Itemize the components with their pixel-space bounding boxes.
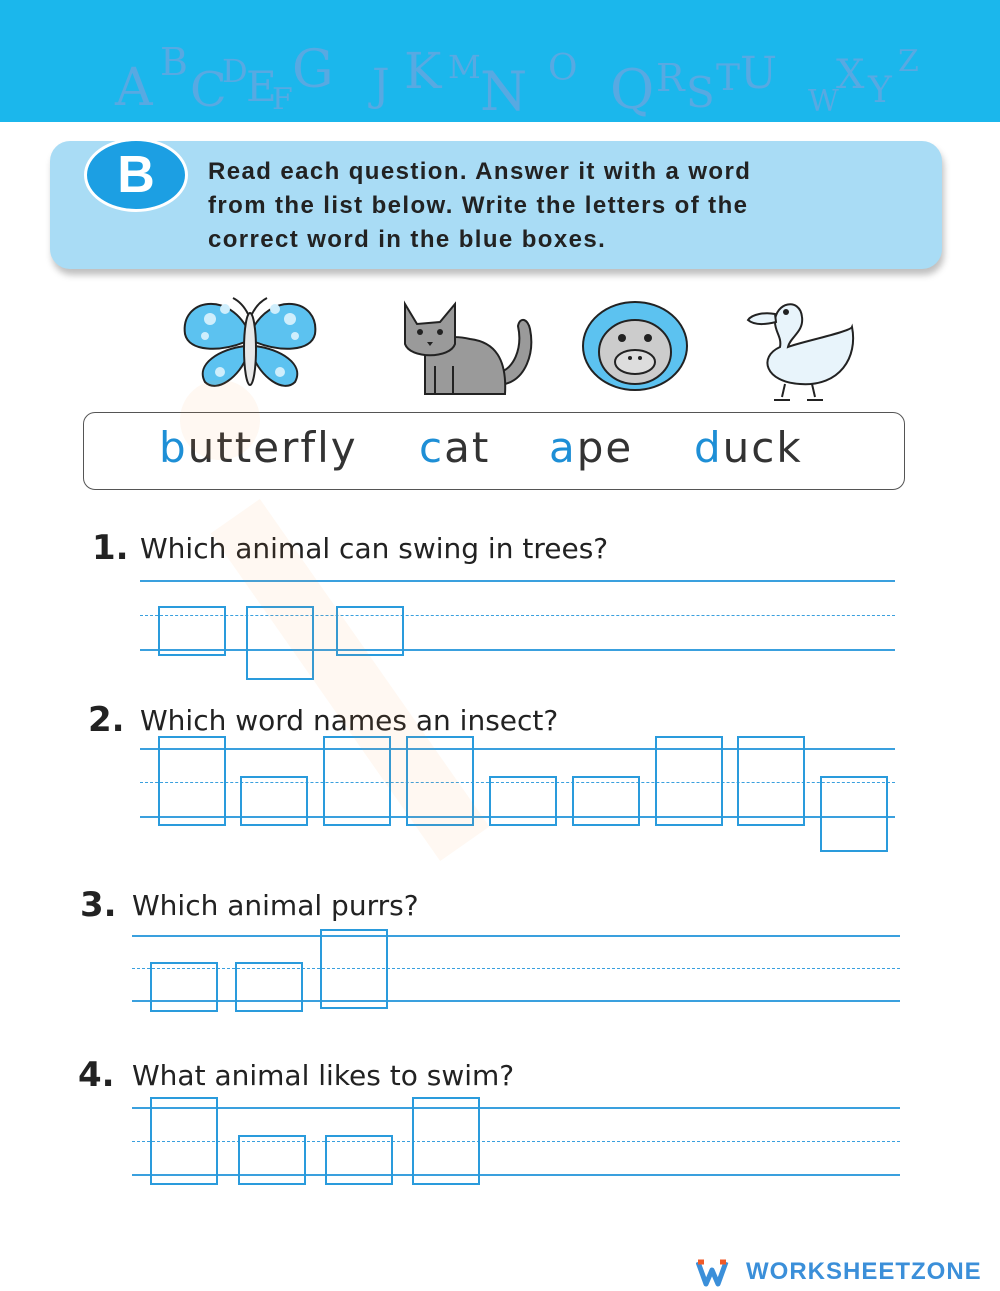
letter-box[interactable] [325,1135,393,1185]
letter-box[interactable] [323,736,391,826]
banner-letter: Q [610,58,655,121]
letter-box[interactable] [150,1097,218,1185]
banner-letter: W [808,84,839,119]
word-first-letter: a [549,423,577,472]
word-duck [694,423,803,472]
banner-letter: E [246,62,277,111]
brand-name: WORKSHEETZONE [746,1258,982,1285]
letter-box[interactable] [489,776,557,826]
banner-letter: G [292,40,334,100]
banner-letter: J [372,60,390,111]
banner-letter: U [740,48,778,99]
letter-box[interactable] [412,1097,480,1185]
instruction-line-1: Read each question. Answer it with a word [208,158,752,185]
banner-letter: A [115,58,153,118]
word-first-letter: c [419,423,445,472]
question-text: Which word names an insect? [140,704,559,737]
instruction-line-2: from the list below. Write the letters of the [208,192,749,219]
letter-box[interactable] [158,736,226,826]
letter-box[interactable] [246,606,314,680]
letter-box[interactable] [150,962,218,1012]
banner-letter: O [548,48,578,89]
question-text: Which animal purrs? [132,889,419,922]
alphabet-banner [0,0,1000,122]
banner-letter: X [836,52,865,98]
word-ape [549,423,633,472]
letter-box[interactable] [820,776,888,852]
letter-box[interactable] [238,1135,306,1185]
banner-letter: S [686,68,715,117]
banner-letter: R [656,56,685,100]
instruction-text [208,155,908,257]
writing-line-top [140,580,895,582]
question-text: Which animal can swing in trees? [140,532,609,565]
question-number: 1. [92,528,129,568]
word-butterfly [159,423,358,472]
question-number: 2. [88,700,125,740]
butterfly-icon [175,294,325,394]
letter-box[interactable] [320,929,388,1009]
banner-letter: K [404,42,442,100]
banner-letter: M [448,48,481,86]
banner-letter: C [190,62,227,118]
writing-line-top [132,1107,900,1109]
banner-letter: Y [868,70,892,111]
banner-letter: F [272,82,293,117]
banner-letter: B [160,40,188,84]
ape-icon [575,298,695,393]
worksheetzone-logo-icon [696,1258,736,1288]
letter-box[interactable] [240,776,308,826]
duck-icon [740,292,860,407]
banner-letter: T [716,58,741,99]
letter-box[interactable] [235,962,303,1012]
word-first-letter: b [159,423,188,472]
word-rest: pe [576,423,634,472]
section-badge: B [84,138,188,212]
writing-line-top [132,935,900,937]
question-text: What animal likes to swim? [132,1059,515,1092]
instruction-line-3: correct word in the blue boxes. [208,226,607,253]
animal-pictures [170,290,870,410]
letter-box[interactable] [406,736,474,826]
question-number: 3. [80,885,117,925]
cat-icon [395,294,540,404]
banner-letter: D [222,52,248,90]
question-number: 4. [78,1055,115,1095]
letter-box[interactable] [572,776,640,826]
letter-box[interactable] [336,606,404,656]
word-first-letter: d [694,423,723,472]
letter-box[interactable] [655,736,723,826]
word-rest: utterfly [187,423,358,472]
letter-box[interactable] [158,606,226,656]
letter-box[interactable] [737,736,805,826]
word-rest: at [444,423,491,472]
word-cat [419,423,490,472]
banner-letter: N [480,60,528,123]
word-bank [83,412,905,490]
word-rest: uck [722,423,803,472]
banner-letter: Z [898,44,919,79]
